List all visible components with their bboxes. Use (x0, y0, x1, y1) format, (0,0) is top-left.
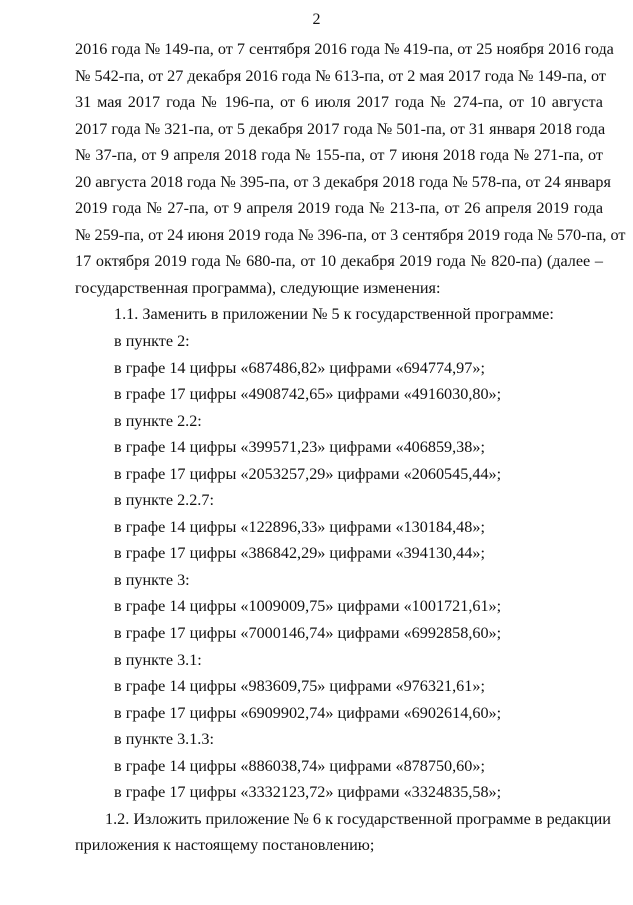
item-line: в графе 14 цифры «886038,74» цифрами «878750,60»; (114, 756, 485, 775)
text-line: государственная программа), следующие изменения: (75, 278, 441, 297)
item-line: в графе 17 цифры «4908742,65» цифрами «4916030,80»; (114, 385, 502, 404)
item-line: в графе 14 цифры «687486,82» цифрами «694774,97»; (114, 358, 485, 377)
item-heading: в пункте 3: (114, 570, 190, 589)
item-line: в графе 17 цифры «7000146,74» цифрами «6992858,60»; (114, 624, 502, 643)
item-line: в графе 14 цифры «983609,75» цифрами «976321,61»; (114, 677, 485, 696)
paragraph-1-2: 1.2. Изложить приложение № 6 к государственной программе в редакции (105, 809, 611, 828)
paragraph-1-1: 1.1. Заменить в приложении № 5 к государственной программе: (114, 305, 554, 324)
text-line: № 259-па, от 24 июня 2019 года № 396-па, от 3 сентября 2019 года № 570-па, от (75, 225, 626, 244)
item-line: в графе 17 цифры «6909902,74» цифрами «6902614,60»; (114, 703, 502, 722)
text-line: № 37-па, от 9 апреля 2018 года № 155-па, от 7 июня 2018 года № 271-па, от (75, 146, 603, 165)
text-line: 31 мая 2017 года № 196-па, от 6 июля 2017 года № 274-па, от 10 августа (75, 93, 603, 112)
text-line: 2016 года № 149-па, от 7 сентября 2016 года № 419-па, от 25 ноября 2016 года (75, 40, 614, 58)
text-line: 2019 года № 27-па, от 9 апреля 2019 года № 213-па, от 26 апреля 2019 года (75, 199, 603, 218)
item-line: в графе 14 цифры «1009009,75» цифрами «1001721,61»; (114, 597, 502, 616)
item-heading: в пункте 2.2.7: (114, 491, 214, 510)
item-heading: в пункте 3.1.3: (114, 730, 214, 749)
item-line: в графе 14 цифры «122896,33» цифрами «130184,48»; (114, 517, 485, 536)
item-heading: в пункте 3.1: (114, 650, 202, 669)
text-line: № 542-па, от 27 декабря 2016 года № 613-па, от 2 мая 2017 года № 149-па, от (75, 66, 607, 85)
text-line: 2017 года № 321-па, от 5 декабря 2017 года № 501-па, от 31 января 2018 года (75, 119, 606, 138)
document-body (75, 36, 626, 859)
item-line: в графе 17 цифры «2053257,29» цифрами «2060545,44»; (114, 464, 502, 483)
text-line: 17 октября 2019 года № 680-па, от 10 декабря 2019 года № 820-па) (далее – (75, 252, 603, 271)
text-line: 20 августа 2018 года № 395-па, от 3 декабря 2018 года № 578-па, от 24 января (75, 172, 611, 191)
text-line: приложения к настоящему постановлению; (75, 836, 375, 855)
item-line: в графе 17 цифры «3332123,72» цифрами «3324835,58»; (114, 783, 502, 802)
item-heading: в пункте 2.2: (114, 411, 202, 430)
item-heading: в пункте 2: (114, 332, 190, 351)
page-number: 2 (312, 11, 321, 28)
item-line: в графе 14 цифры «399571,23» цифрами «406859,38»; (114, 438, 485, 457)
item-line: в графе 17 цифры «386842,29» цифрами «394130,44»; (114, 544, 485, 563)
